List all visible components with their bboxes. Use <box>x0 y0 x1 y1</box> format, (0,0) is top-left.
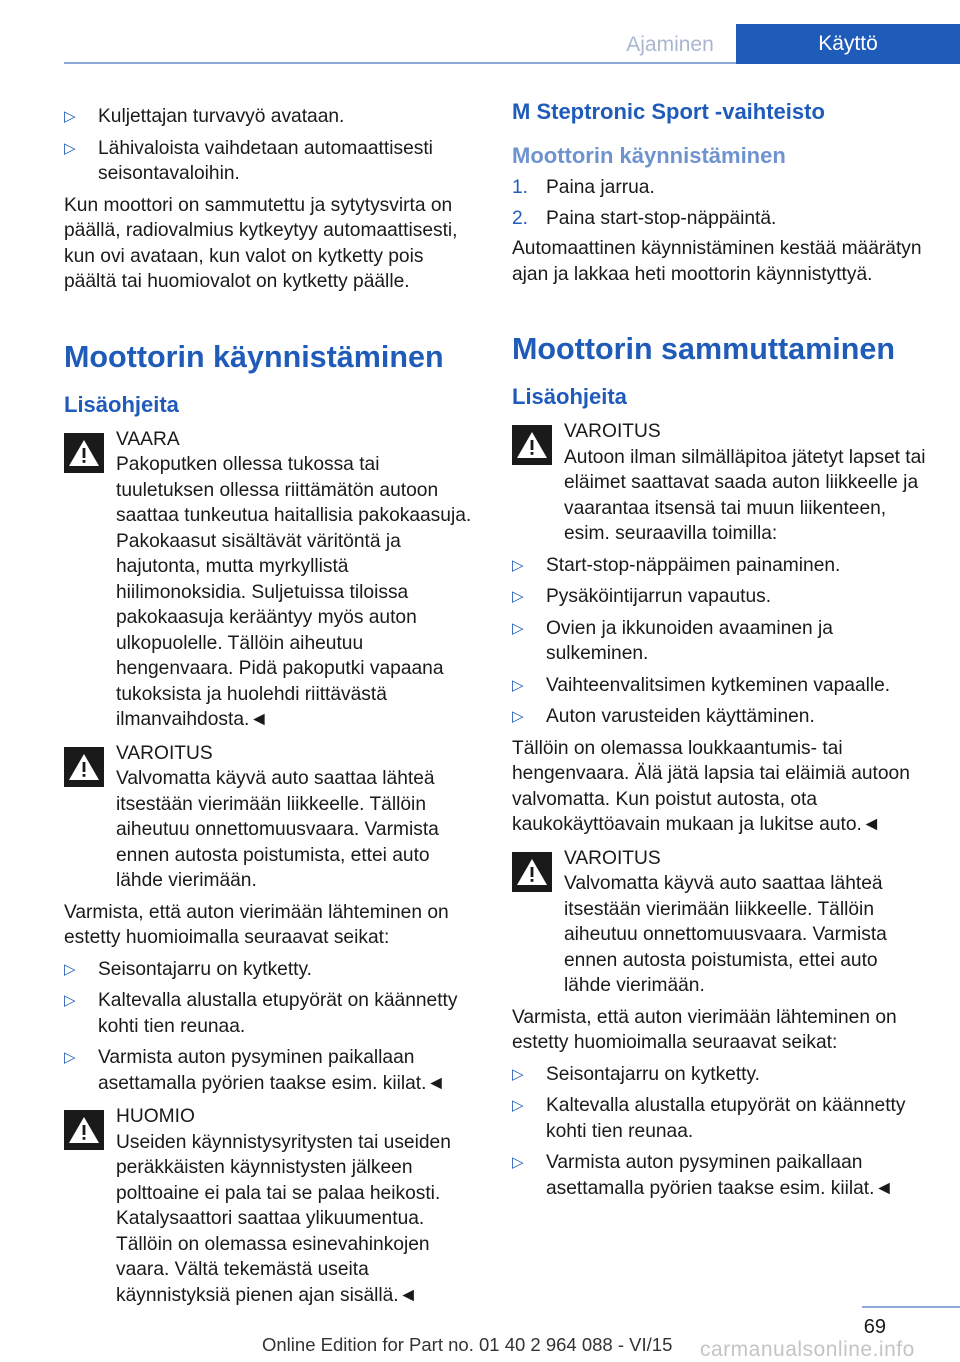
warning-triangle-icon <box>512 852 552 892</box>
warning-triangle-icon <box>512 425 552 465</box>
list-item: ▷ Lähivaloista vaihdetaan automaattisesti seisontavaloihin. <box>64 137 433 184</box>
warning-text: Pakoputken ollessa tukossa tai tuuletuksen ollessa riittämätön autoon saattaa tunkeutua haitallisia pakokaasuja. Pakokaasut sisältävät väritöntä ja hajutonta, mutta myrkyllistä hiilimonoksidia. Suljetuissa tiloissa pakokaasuja kerääntyy myös auton ulkopuolelle. Tällöin aiheutuu hengenvaara. Pidä pakoputki vapaana tukoksista ja huolehdi riittävästä ilmanvaihdosta.◄ <box>116 454 472 730</box>
section-title: Moottorin käynnistäminen <box>64 339 444 374</box>
warning-block <box>512 846 928 1202</box>
bullet-triangle-icon: ▷ <box>64 108 76 125</box>
footer-rule <box>862 1306 960 1308</box>
subsection-title: Moottorin käynnistäminen <box>512 143 786 168</box>
edition-text: Online Edition for Part no. 01 40 2 964 088 - VI/15 <box>262 1334 673 1355</box>
bullet-triangle-icon: ▷ <box>512 1065 524 1083</box>
warning-block <box>64 1104 478 1308</box>
paragraph: Varmista, että auton vierimään lähteminen on estetty huomioimalla seuraavat seikat: <box>512 1006 897 1053</box>
bullet-triangle-icon: ▷ <box>512 556 524 574</box>
list-item: ▷ Pysäköintijarrun vapautus. <box>512 584 928 610</box>
left-column <box>64 98 478 1314</box>
bullet-triangle-icon: ▷ <box>64 139 76 157</box>
paragraph: Kun moottori on sammutettu ja sytytysvirta on päällä, radiovalmius kytkeytyy automaattisesti, kun ovi avataan, kun valot on kytketty pois päältä tai huomiovalot on kytketty päälle. <box>64 194 458 292</box>
warning-label: VAROITUS <box>116 742 213 764</box>
list-item: ▷ Seisontajarru on kytketty. <box>512 1062 928 1088</box>
bullet-triangle-icon: ▷ <box>512 588 524 605</box>
warning-text: Valvomatta käyvä auto saattaa lähteä itsestään vierimään liikkeelle. Tällöin aiheutuu onnettomuusvaara. Varmista ennen autosta poistumista, ettei auto lähde vierimään. <box>564 873 887 996</box>
list-item: ▷ Seisontajarru on kytketty. <box>64 957 478 983</box>
warning-block <box>64 741 478 1097</box>
bullet-triangle-icon: ▷ <box>64 960 76 978</box>
list-item: ▷ Auton varusteiden käyttäminen. <box>512 704 928 730</box>
tab-ajaminen[interactable]: Ajaminen <box>626 33 714 56</box>
warning-label: HUOMIO <box>116 1106 195 1127</box>
subsection-title: Lisäohjeita <box>64 391 179 417</box>
warning-label: VAROITUS <box>564 421 661 442</box>
section-title: Moottorin sammuttaminen <box>512 332 895 366</box>
section-title: M Steptronic Sport -vaihteisto <box>512 99 825 124</box>
list-item: 1. Paina jarrua. <box>512 177 655 198</box>
list-item: ▷ Kuljettajan turvavyö avataan. <box>64 104 478 130</box>
bullet-triangle-icon: ▷ <box>512 1097 524 1114</box>
bullet-triangle-icon: ▷ <box>512 676 524 694</box>
paragraph: Tällöin on olemassa loukkaantumis- tai hengenvaara. Älä jätä lapsia tai eläimiä autoon valvomatta. Kun poistut autosta, ota kaukokäyttöavain mukaan ja lukitse auto.◄ <box>512 737 910 835</box>
paragraph: Varmista, että auton vierimään lähteminen on estetty huomioimalla seuraavat seikat: <box>64 901 449 948</box>
bullet-triangle-icon: ▷ <box>512 619 524 637</box>
bullet-triangle-icon: ▷ <box>64 1049 76 1066</box>
warning-triangle-icon <box>64 1110 104 1150</box>
warning-triangle-icon <box>64 433 104 473</box>
tab-kaytto[interactable]: Käyttö <box>736 24 960 64</box>
list-item: 2. Paina start-stop-näppäintä. <box>512 207 777 229</box>
list-item: ▷ Vaihteenvalitsimen kytkeminen vapaalle. <box>512 673 928 699</box>
warning-label: VAARA <box>116 428 180 450</box>
list-item: ▷ Varmista auton pysyminen paikallaan asettamalla pyörien taakse esim. kiilat.◄ <box>64 1047 446 1094</box>
warning-triangle-icon <box>64 747 104 787</box>
watermark: carmanualsonline.info <box>700 1338 915 1361</box>
page-number: 69 <box>863 1316 886 1338</box>
right-column <box>512 98 928 1207</box>
list-item: ▷ Start-stop-näppäimen painaminen. <box>512 553 928 579</box>
bullet-triangle-icon: ▷ <box>64 992 76 1009</box>
warning-label: VAROITUS <box>564 847 661 869</box>
paragraph: Automaattinen käynnistäminen kestää määrätyn ajan ja lakkaa heti moottorin käynnistyttyä. <box>512 238 922 285</box>
list-item: ▷ Kaltevalla alustalla etupyörät on käännetty kohti tien reunaa. <box>64 990 458 1037</box>
warning-block <box>512 419 928 838</box>
bullet-triangle-icon: ▷ <box>512 1154 524 1171</box>
warning-text: Useiden käynnistysyritysten tai useiden peräkkäisten käynnistysten jälkeen polttoaine ei pala tai se palaa heikosti. Katalysaattori saattaa ylikuumentua. Tällöin on olemassa esinevahinkojen vaara. Vältä tekemästä useita käynnistyksiä pienen ajan sisällä.◄ <box>116 1131 451 1306</box>
warning-text: Autoon ilman silmälläpitoa jätetyt lapset tai eläimet saattavat saada auton liikkeelle ja vaarantaa itsensä tai muun liikenteen, esim. seuraavilla toimilla: <box>564 446 926 544</box>
subsection-title: Lisäohjeita <box>512 384 627 409</box>
warning-text: Valvomatta käyvä auto saattaa lähteä itsestään vierimään liikkeelle. Tällöin aiheutuu onnettomuusvaara. Varmista ennen autosta poistumista, ettei auto lähde vierimään. <box>116 768 439 891</box>
list-item: ▷ Kaltevalla alustalla etupyörät on käännetty kohti tien reunaa. <box>512 1095 906 1142</box>
bullet-triangle-icon: ▷ <box>512 708 524 725</box>
list-item: ▷ Varmista auton pysyminen paikallaan asettamalla pyörien taakse esim. kiilat.◄ <box>512 1152 894 1199</box>
warning-block <box>64 427 478 733</box>
list-item: ▷ Ovien ja ikkunoiden avaaminen ja sulkeminen. <box>512 617 833 664</box>
